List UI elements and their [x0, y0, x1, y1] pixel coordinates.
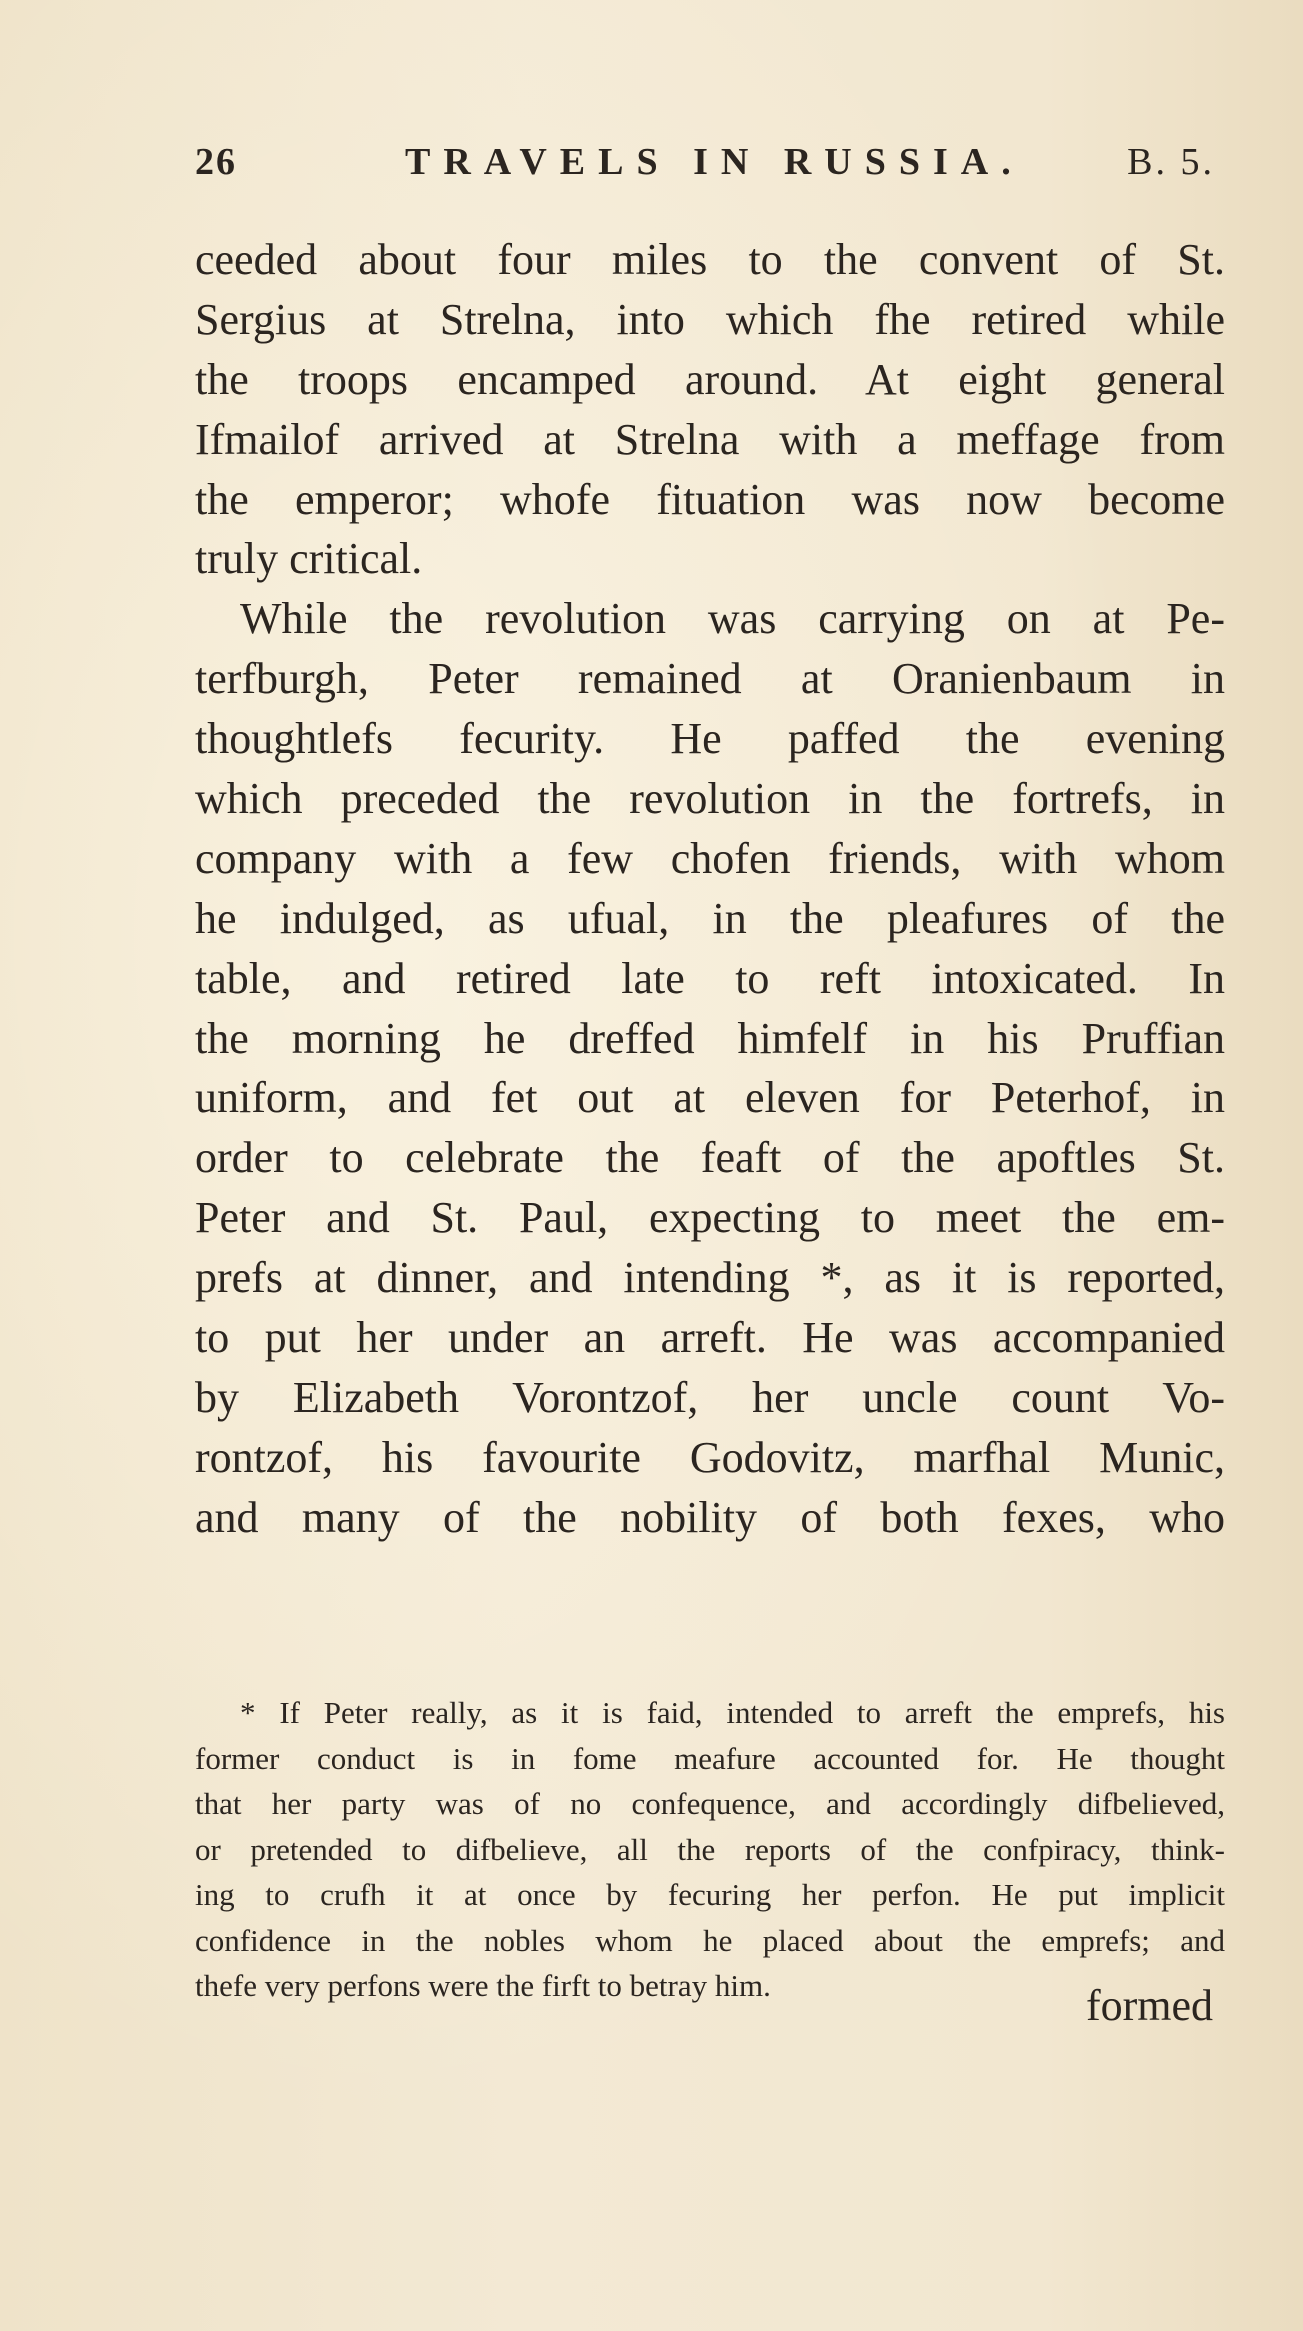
text-line: ceeded about four miles to the convent of St. — [195, 235, 1225, 284]
text-line: company with a few chofen friends, with whom — [195, 833, 1225, 883]
text-line: the troops encamped around. At eight general — [195, 354, 1225, 404]
footnote-line: ing to crufh it at once by fecuring her perfon. He put implicit — [195, 1877, 1225, 1912]
text-line: truly critical. — [195, 534, 423, 584]
text-line: and many of the nobility of both fexes, who — [195, 1492, 1225, 1542]
text-line: to put her under an arreft. He was accompanied — [195, 1313, 1225, 1363]
text-line: order to celebrate the feaft of the apoftles St. — [195, 1133, 1225, 1183]
book-reference: B. 5. — [1127, 141, 1215, 183]
footnote-line: * If Peter really, as it is faid, intended to arreft the emprefs, his — [240, 1695, 1225, 1730]
page-number: 26 — [195, 141, 237, 183]
text-line: terfburgh, Peter remained at Oranienbaum in — [195, 654, 1225, 704]
text-line: rontzof, his favourite Godovitz, marfhal Munic, — [195, 1432, 1225, 1482]
text-line: Ifmailof arrived at Strelna with a meffage from — [195, 414, 1225, 464]
footnote-line: confidence in the nobles whom he placed about the emprefs; and — [195, 1922, 1225, 1958]
text-line: Sergius at Strelna, into which fhe retired while — [195, 294, 1225, 344]
footnote-line: that her party was of no confequence, and accordingly difbelieved, — [195, 1786, 1225, 1821]
footnote-line: former conduct is in fome meafure accounted for. He thought — [195, 1740, 1225, 1776]
footnote — [195, 1690, 1225, 2009]
text-line: thoughtlefs fecurity. He paffed the evening — [195, 714, 1225, 764]
text-line: the emperor; whofe fituation was now become — [195, 474, 1225, 524]
text-line: prefs at dinner, and intending *, as it is reported, — [195, 1253, 1225, 1303]
text-line: by Elizabeth Vorontzof, her uncle count Vo- — [195, 1372, 1225, 1422]
body-text — [195, 230, 1225, 1548]
catchword: formed — [1085, 1981, 1213, 2030]
text-line: which preceded the revolution in the fortrefs, in — [195, 774, 1225, 824]
footnote-line: thefe very perfons were the firft to betray him. — [195, 1968, 771, 2003]
text-line: he indulged, as ufual, in the pleafures of the — [195, 893, 1225, 943]
text-line: uniform, and fet out at eleven for Peterhof, in — [195, 1073, 1225, 1123]
text-line: the morning he dreffed himfelf in his Pruffian — [195, 1013, 1225, 1063]
page-header — [195, 140, 1215, 200]
text-line: While the revolution was carrying on at Pe- — [240, 594, 1225, 644]
running-title: TRAVELS IN RUSSIA. — [405, 141, 1024, 183]
footnote-line: or pretended to difbelieve, all the reports of the confpiracy, think- — [195, 1831, 1225, 1867]
text-line: table, and retired late to reft intoxicated. In — [195, 953, 1225, 1003]
text-line: Peter and St. Paul, expecting to meet the em- — [195, 1193, 1225, 1243]
